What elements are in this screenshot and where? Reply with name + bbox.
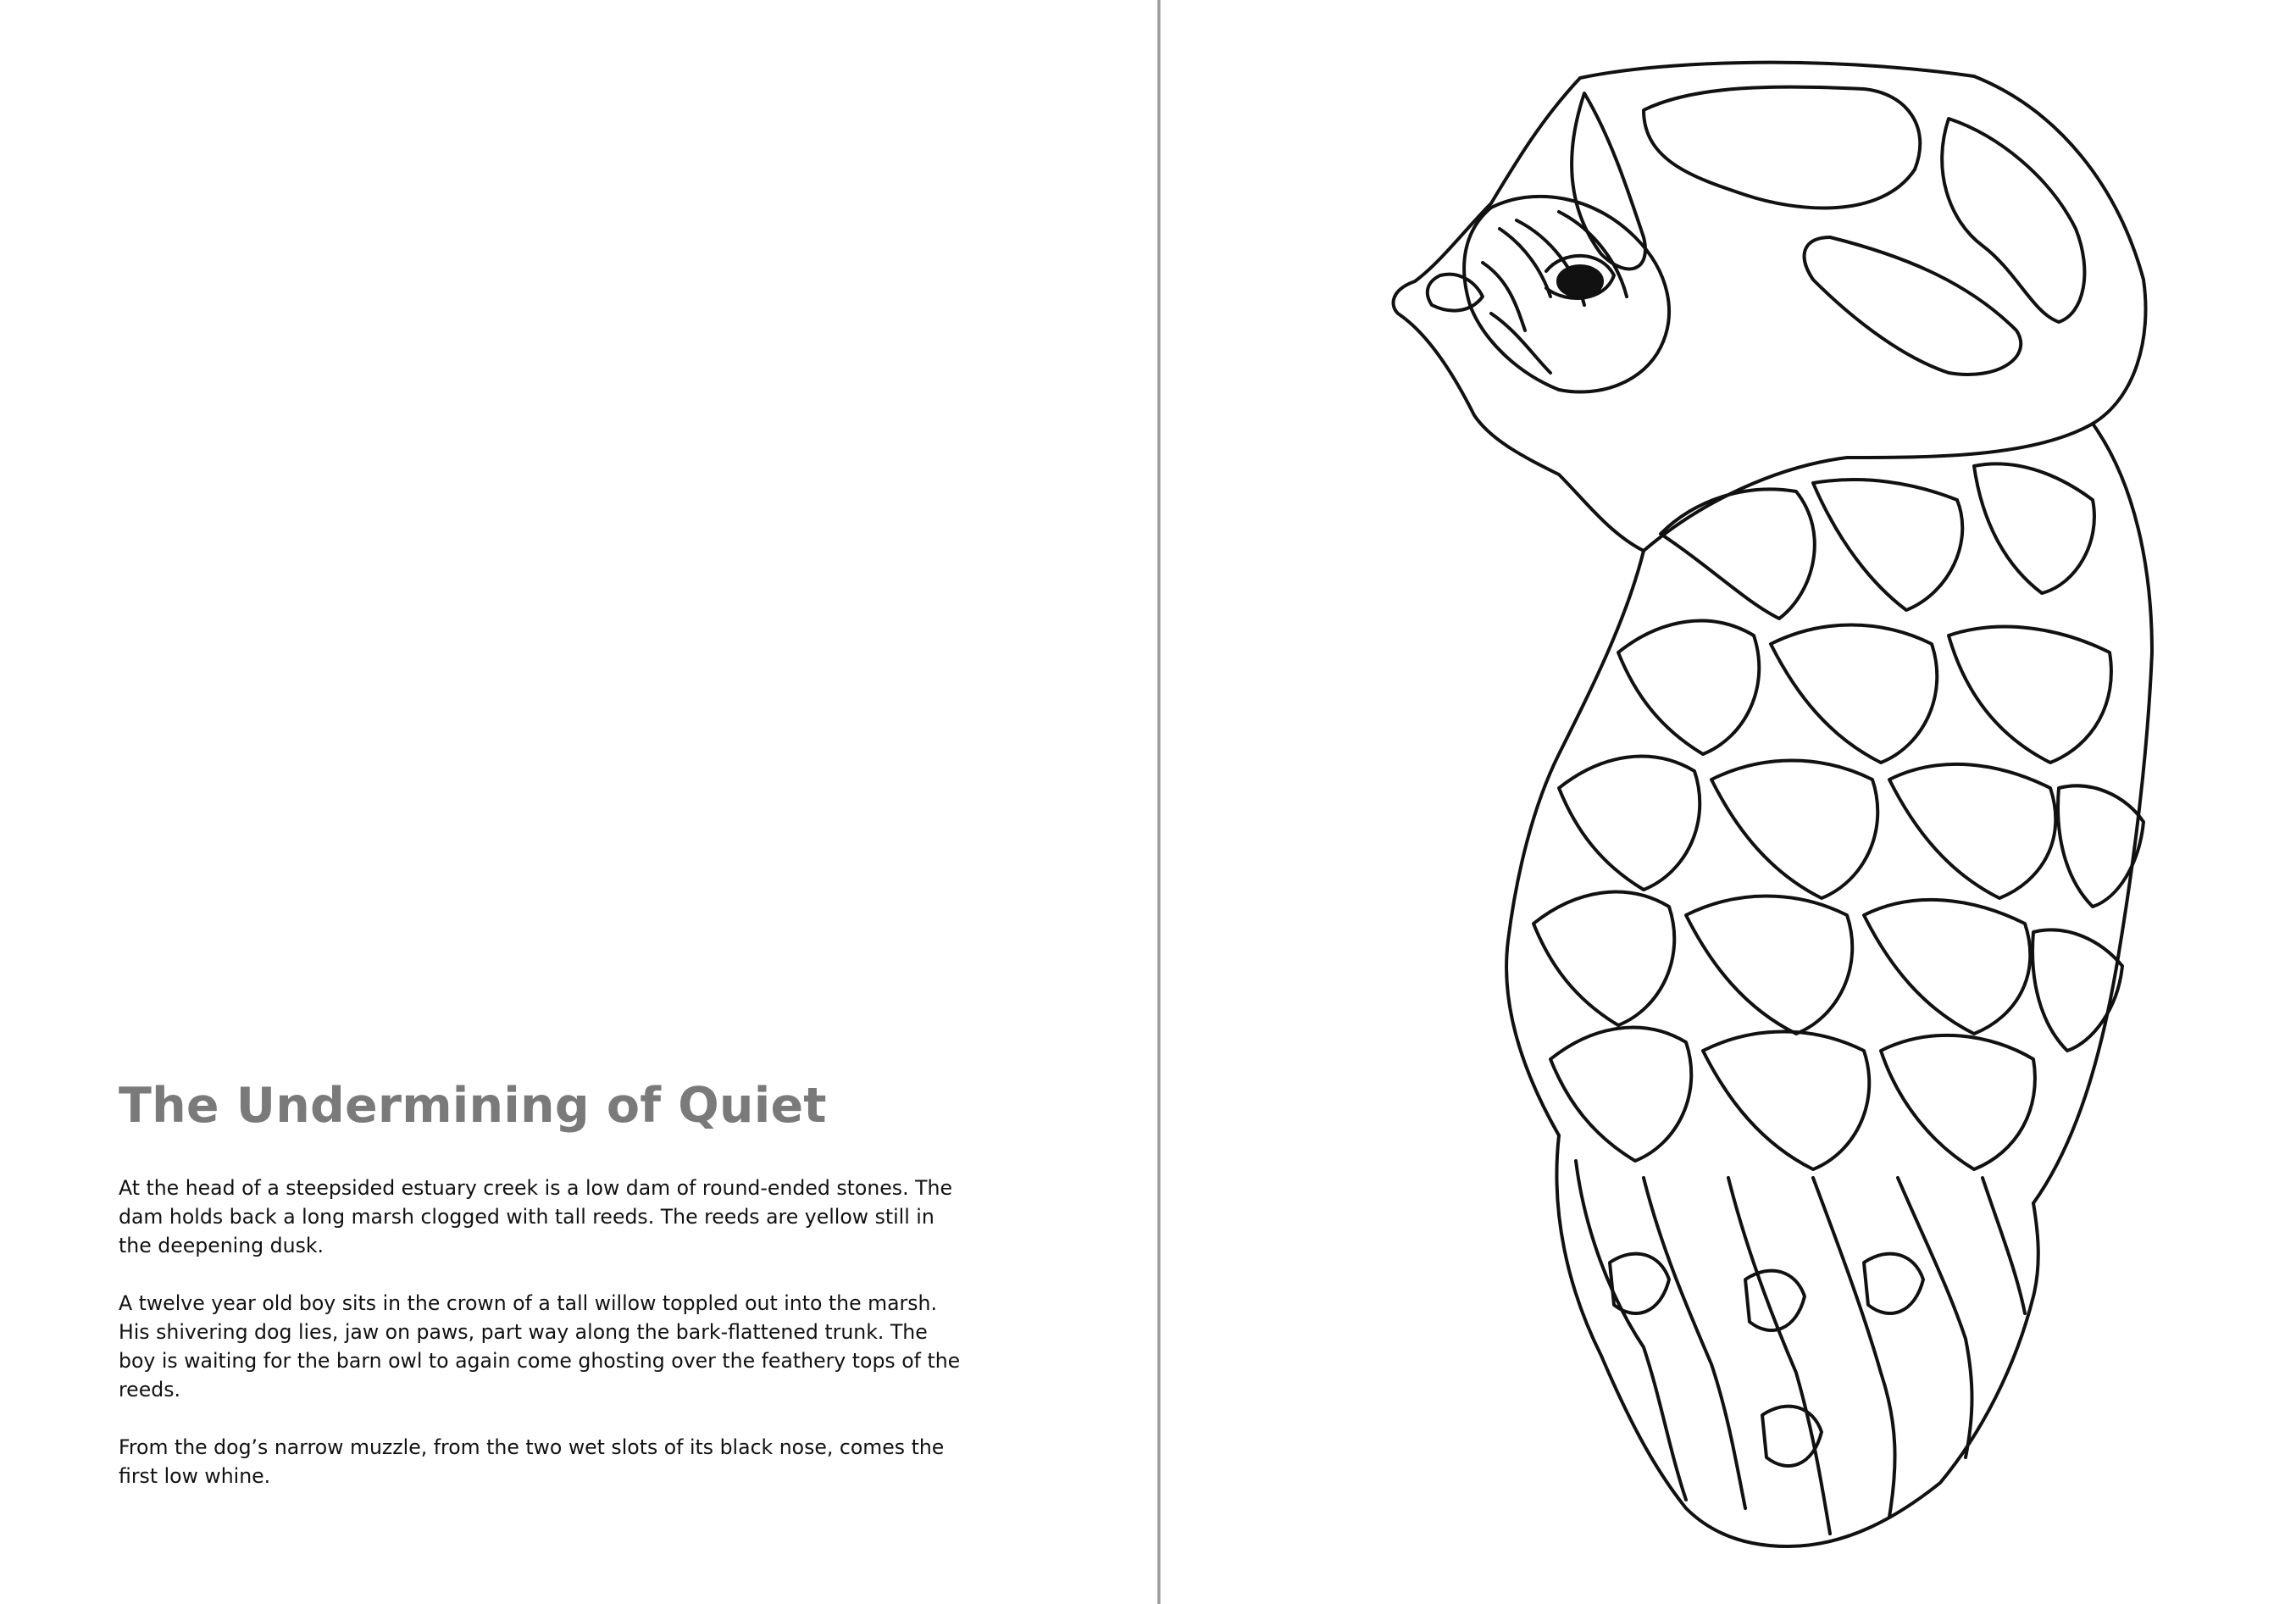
hood-patch [1942,119,2084,322]
feather-row [1711,761,1877,899]
tail-feather [1644,1178,1745,1508]
feather-row [1533,892,1674,1025]
text-line: first low whine. [119,1464,271,1488]
owl-head-outline [1394,63,2146,551]
text-line: At the head of a steepsided estuary creek is a low dam of round-ended stones. The [119,1176,952,1200]
text-line: From the dog’s narrow muzzle, from the two wet slots of its black nose, comes the [119,1435,945,1459]
feather-row [1661,489,1815,619]
feather-row [1703,1032,1869,1170]
hood-patch [1644,87,1920,208]
feather-row [1889,764,2055,898]
feather-row [1559,757,1700,890]
feather-row [1771,625,1937,763]
feather-row [1949,627,2111,763]
text-line: reeds. [119,1378,180,1401]
tail-feather [1813,1178,1895,1517]
feather-row [1813,480,1962,610]
owl-eye [1558,266,1602,297]
text-line: the deepening dusk. [119,1234,324,1257]
hood-patch [1572,93,1645,269]
paragraph-3 [119,1433,966,1490]
tail-feather [1576,1161,1686,1500]
owl-neck [1506,551,1644,1135]
text-line: His shivering dog lies, jaw on paws, part way along the bark-flattened trunk. The [119,1320,928,1344]
tail-feather [1983,1178,2025,1313]
tail-feather [1728,1178,1830,1534]
feather-row [1864,900,2030,1034]
feather-row [1618,621,1759,754]
story-body [119,1174,966,1519]
text-line: dam holds back a long marsh clogged with tall reeds. The reeds are yellow still in [119,1205,934,1229]
feather-row [1686,896,1852,1035]
text-line: A twelve year old boy sits in the crown of a tall willow toppled out into the marsh. [119,1291,938,1315]
tail-feather [1898,1178,1972,1457]
feather-row [1974,463,2094,593]
story-title: The Undermining of Quiet [119,1078,827,1134]
feather-row [2058,785,2143,907]
paragraph-1 [119,1174,966,1260]
feather-row [2033,930,2122,1051]
feather-row [1550,1028,1691,1161]
owl-line-art-icon [1389,59,2254,1551]
tail-patch [1864,1254,1923,1313]
face-feather [1428,275,1483,311]
text-line: boy is waiting for the barn owl to again come ghosting over the feathery tops of the [119,1349,961,1373]
paragraph-2 [119,1289,966,1404]
feather-row [1881,1035,2035,1169]
hood-patch [1805,237,2021,375]
